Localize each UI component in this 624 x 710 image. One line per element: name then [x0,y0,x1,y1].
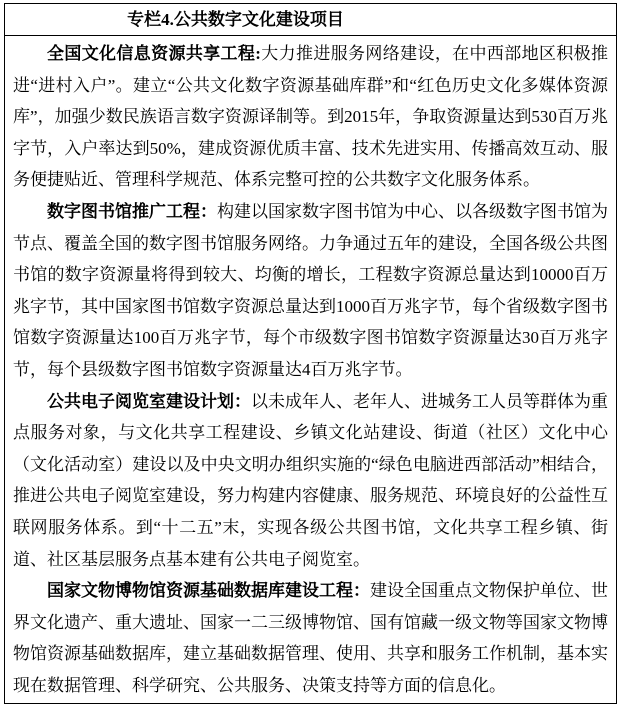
paragraph-lead: 数字图书馆推广工程： [47,201,217,221]
paragraph-shared-project [13,38,608,196]
paragraph-text: 构建以国家数字图书馆为中心、以各级数字图书馆为节点、覆盖全国的数字图书馆服务网络。力争通过五年的建设，全国各级公共图书馆的数字资源量将得到较大、均衡的增长，工程数字资源总量达到10000百万兆字节，其中国家图书馆数字资源总量达到1000百万兆字节，每个省级数字图书馆数字资源量达100百万兆字节，每个市级数字图书馆数字资源量达30百万兆字节，每个县级数字图书馆数字资源量达4百万兆字节。 [13,201,608,379]
paragraph-text: 以未成年人、老年人、进城务工人员等群体为重点服务对象，与文化共享工程建设、乡镇文化站建设、街道（社区）文化中心（文化活动室）建设以及中央文明办组织实施的“绿色电脑进西部活动”相结合，推进公共电子阅览室建设，努力构建内容健康、服务规范、环境良好的公益性互联网服务体系。到“十二五”末，实现各级公共图书馆，文化共享工程乡镇、街道、社区基层服务点基本建有公共电子阅览室。 [13,391,608,569]
paragraph-museum-database [13,575,608,701]
feature-box [4,3,617,704]
paragraph-digital-library [13,196,608,386]
paragraph-text: 建设全国重点文物保护单位、世界文化遗产、重大遗址、国家一二三级博物馆、国有馆藏一级文物等国家文物博物馆资源基础数据库，建立基础数据管理、使用、共享和服务工作机制，基本实现在数据管理、科学研究、公共服务、决策支持等方面的信息化。 [13,581,608,695]
paragraph-lead: 国家文物博物馆资源基础数据库建设工程： [47,581,370,601]
box-body [5,36,616,701]
paragraph-text: 大力推进服务网络建设，在中西部地区积极推进“进村入户”。建立“公共文化数字资源基础库群”和“红色历史文化多媒体资源库”，加强少数民族语言数字资源译制等。到2015年，争取资源量达到530百万兆字节，入户率达到50%，建成资源优质丰富、技术先进实用、传播高效互动、服务便捷贴近、管理科学规范、体系完整可控的公共数字文化服务体系。 [13,44,609,190]
box-title: 专栏4.公共数字文化建设项目 [5,4,616,36]
paragraph-ereading-room [13,386,608,576]
paragraph-lead: 全国文化信息资源共享工程: [47,44,261,63]
paragraph-lead: 公共电子阅览室建设计划： [47,391,251,411]
